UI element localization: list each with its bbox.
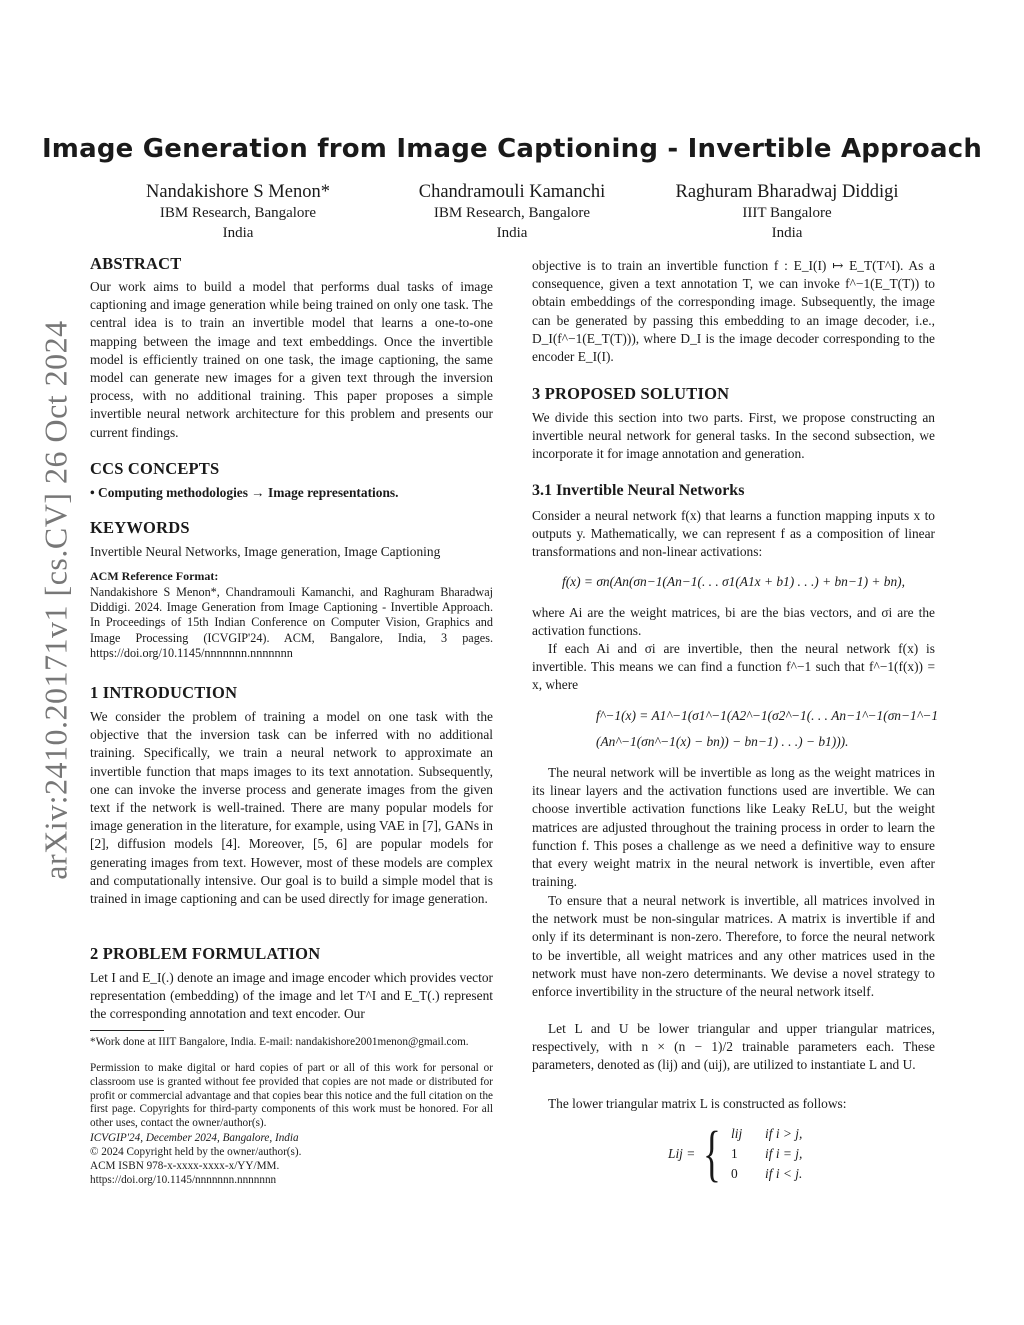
case-condition: if i = j,: [765, 1146, 803, 1161]
keywords-text: Invertible Neural Networks, Image generation, Image Captioning: [90, 544, 441, 559]
author-country: India: [222, 225, 254, 241]
abstract-text: Our work aims to build a model that performs dual tasks of image captioning and image generation while being trained on only one task. The central idea is to train an invertible model that learns a one-to-one mapping between the image and text embeddings. Once the invertible model is efficiently trained on one task, the image captioning, the same model can generate new images for a given text through the inversion process, with no additional training. This paper proposes a simple invertible neural network architecture for this problem and presents our current findings.: [90, 279, 493, 440]
solution-heading: 3 PROPOSED SOLUTION: [532, 384, 730, 403]
inn-paragraph-3: If each Ai and σi are invertible, then the neural network f(x) is invertible. This means we can find a function f^−1 such that f^−1(f(x)) = x, where: [532, 641, 935, 693]
inn-paragraph-1: Consider a neural network f(x) that learns a function mapping inputs x to outputs y. Mathematically, we can represent f as a composition of linear transformations and non-linear activations:: [532, 508, 935, 560]
intro-heading: 1 INTRODUCTION: [90, 683, 238, 702]
inn-paragraph-5: To ensure that a neural network is invertible, all matrices involved in the network must be non-singular matrices. A matrix is invertible if and only if its determinant is non-zero. Therefore, to force the neural network to be invertible, all weight matrices and any other matrices used in the network must have non-zero determinants. We devise a novel strategy to enforce invertibility in the structure of the neural network itself.: [532, 893, 935, 1000]
ccs-heading: CCS CONCEPTS: [90, 459, 220, 478]
author-affiliation: IBM Research, Bangalore: [159, 205, 317, 221]
arxiv-stamp: arXiv:2410.20171v1 [cs.CV] 26 Oct 2024: [37, 320, 74, 880]
case-condition: if i < j.: [765, 1166, 803, 1181]
left-brace-glyph: {: [703, 1120, 722, 1188]
objective-text: objective is to train an invertible function f : E_I(I) ↦ E_T(T^I). As a consequence, given a text annotation T, we can invoke f^−1(E_T(T)) to obtain embeddings of the corresponding image. Subsequently, the image can be generated by passing this embedding to an image decoder, i.e., D_I(f^−1(E_T(T))), where D_I is the image decoder corresponding to the encoder E_I(I).: [532, 258, 935, 365]
equation-lower-triangular: [668, 1120, 803, 1188]
permission-notice: Permission to make digital or hard copies of part or all of this work for personal or classroom use is granted without fee provided that copies are not made or distributed for profit or commercial advantage and that copies bear this notice and the full citation on the first page. Copyrights for third-party components of this work must be honored. For all other uses, contact the owner/author(s).: [90, 1062, 493, 1130]
author-block-1: [88, 182, 388, 243]
doi-link[interactable]: https://doi.org/10.1145/nnnnnnn.nnnnnnn: [90, 1174, 277, 1186]
author-name: Chandramouli Kamanchi: [418, 182, 606, 202]
inn-paragraph-4: The neural network will be invertible as long as the weight matrices in its linear layers and the activation functions used are invertible. We can choose invertible activation functions like Leaky ReLU, but the weight matrices are adjusted throughout the training process in order to learn the function f. This poses a challenge as we need a definitive way to ensure that every weight matrix in the neural network is invertible, even after training.: [532, 765, 935, 890]
case-value: lij: [731, 1126, 743, 1141]
inn-paragraph-2: where Ai are the weight matrices, bi are the bias vectors, and σi are the activation functions.: [532, 605, 935, 639]
venue-line: ICVGIP'24, December 2024, Bangalore, India: [90, 1132, 299, 1144]
author-block-3: [637, 182, 937, 243]
copyright-line: © 2024 Copyright held by the owner/author(s).: [90, 1146, 302, 1158]
author-name: Raghuram Bharadwaj Diddigi: [675, 182, 899, 202]
equation-inverse-line-1: f^−1(x) = A1^−1(σ1^−1(A2^−1(σ2^−1(. . . An−1^−1(σn−1^−1: [596, 708, 939, 723]
case-value: 0: [731, 1166, 738, 1181]
inn-heading: 3.1 Invertible Neural Networks: [532, 482, 745, 499]
author-country: India: [771, 225, 803, 241]
acm-ref-text: Nandakishore S Menon*, Chandramouli Kamanchi, and Raghuram Bharadwaj Diddigi. 2024. Image Generation from Image Captioning - Invertible Approach. In Proceedings of 15th Indian Conference on Computer Vision, Graphics and Image Processing (ICVGIP'24). ACM, Bangalore, India, 3 pages. https://doi.org/10.1145/nnnnnnn.nnnnnnn: [90, 585, 493, 660]
author-block-2: [362, 182, 662, 243]
equation-inverse-line-2: (An^−1(σn^−1(x) − bn)) − bn−1) . . .) − b1))).: [596, 734, 849, 749]
footnote-divider: [90, 1030, 164, 1031]
problem-heading: 2 PROBLEM FORMULATION: [90, 944, 321, 963]
solution-text: We divide this section into two parts. First, we propose constructing an invertible neural network for general tasks. In the second subsection, we incorporate it for image annotation and generation.: [532, 410, 935, 462]
acm-ref-heading: ACM Reference Format:: [90, 569, 219, 583]
equation-lhs: Lij =: [668, 1146, 696, 1161]
author-affiliation: IIIT Bangalore: [742, 205, 832, 221]
inn-paragraph-6: Let L and U be lower triangular and upper triangular matrices, respectively, with n × (n − 1)/2 trainable parameters each. These parameters, denoted as (lij) and (uij), are utilized to instantiate L and U.: [532, 1021, 935, 1073]
intro-text: We consider the problem of training a model on one task with the objective that the inversion task can be inferred with no additional training. Specifically, we train a neural network to approximate an invertible function that maps images to its text annotation. Subsequently, one can invoke the inverse process and generate images from the given text if the network is well-trained. There are many popular models for image generation in the literature, for example, using VAE in [7], GANs in [2], diffusion models [4]. Moreover, [5, 6] are popular models for generating images from text. However, most of these models are complex and computationally intensive. Our goal is to build a simple model that is trained in image captioning and can be used directly for image generation.: [90, 709, 493, 907]
author-country: India: [496, 225, 528, 241]
case-value: 1: [731, 1146, 738, 1161]
ccs-concepts: • Computing methodologies → Image representations.: [90, 485, 399, 500]
author-name: Nandakishore S Menon*: [146, 182, 330, 202]
footnote: *Work done at IIIT Bangalore, India. E-mail: nandakishore2001menon@gmail.com.: [90, 1036, 469, 1048]
case-condition: if i > j,: [765, 1126, 803, 1141]
equation-cases: [731, 1125, 802, 1183]
problem-text: Let I and E_I(.) denote an image and image encoder which provides vector representation (embedding) of the image and let T^I and E_T(.) represent the corresponding annotation and text encoder. Our: [90, 970, 493, 1022]
author-affiliation: IBM Research, Bangalore: [433, 205, 591, 221]
isbn-line: ACM ISBN 978-x-xxxx-xxxx-x/YY/MM.: [90, 1160, 280, 1172]
equation-forward: f(x) = σn(An(σn−1(An−1(. . . σ1(A1x + b1) . . .) + bn−1) + bn),: [562, 574, 905, 589]
keywords-heading: KEYWORDS: [90, 518, 190, 537]
abstract-heading: ABSTRACT: [90, 254, 182, 273]
paper-title: Image Generation from Image Captioning - Invertible Approach: [41, 134, 983, 164]
inn-paragraph-7: The lower triangular matrix L is constructed as follows:: [548, 1096, 847, 1111]
